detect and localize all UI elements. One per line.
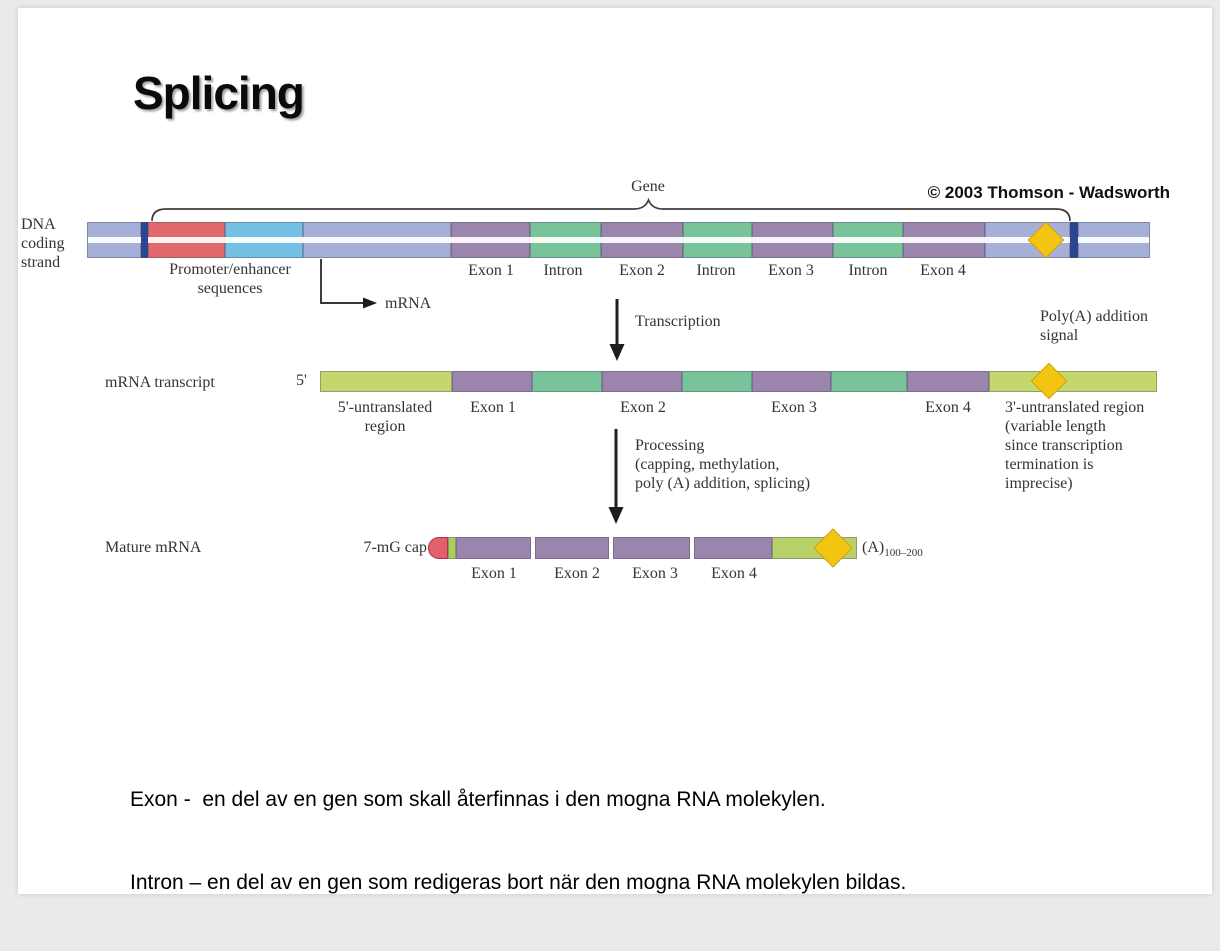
transcript-utr3-segment bbox=[989, 371, 1157, 392]
promoter-label: Promoter/enhancer sequences bbox=[169, 261, 291, 297]
five-prime-label: 5' bbox=[296, 372, 307, 389]
notes-text bbox=[130, 731, 906, 951]
transcript-exon3-label: Exon 3 bbox=[771, 399, 817, 416]
mature-exon2-label: Exon 2 bbox=[554, 565, 600, 582]
dna-strand-bar bbox=[87, 222, 1150, 258]
transcript-exon3-segment bbox=[752, 371, 831, 392]
transcript-intron3-segment bbox=[831, 371, 907, 392]
transcript-exon1-segment bbox=[452, 371, 532, 392]
mature-exon4-segment bbox=[694, 537, 772, 559]
mature-cap-icon bbox=[428, 537, 448, 559]
mature-exon4-label: Exon 4 bbox=[711, 565, 757, 582]
gene-label: Gene bbox=[631, 178, 665, 195]
mature-exon3-label: Exon 3 bbox=[632, 565, 678, 582]
utr3-label: 3'-untranslated region (variable length since transcription termination is imprecise) bbox=[1005, 399, 1145, 492]
transcript-intron2-segment bbox=[682, 371, 752, 392]
mrna-arrowhead-icon bbox=[363, 298, 377, 309]
dna-exon4-label: Exon 4 bbox=[920, 262, 966, 279]
polya-signal-label: Poly(A) addition signal bbox=[1040, 308, 1148, 344]
mrna-elbow-arrow bbox=[321, 259, 364, 303]
transcript-exon4-segment bbox=[907, 371, 989, 392]
dna-double-strand-gap bbox=[88, 237, 1149, 243]
mature-exon1-label: Exon 1 bbox=[471, 565, 517, 582]
copyright-text: © 2003 Thomson - Wadsworth bbox=[927, 183, 1170, 202]
mature-exon3-segment bbox=[613, 537, 690, 559]
mature-row-label: Mature mRNA bbox=[105, 539, 202, 556]
mature-exon1-segment bbox=[456, 537, 531, 559]
dna-exon1-label: Exon 1 bbox=[468, 262, 514, 279]
dna-end-boundary-bar-overlay bbox=[1070, 236, 1078, 244]
mrna-transcript-bar bbox=[320, 371, 1157, 392]
mrna-label: mRNA bbox=[385, 295, 432, 312]
mature-cap-green-sliver bbox=[448, 537, 456, 559]
transcript-exon2-segment bbox=[602, 371, 682, 392]
utr5-label: 5'-untranslated region bbox=[337, 399, 433, 435]
dna-exon2-label: Exon 2 bbox=[619, 262, 665, 279]
dna-intron1-label: Intron bbox=[543, 262, 583, 279]
polya-diamond-icon bbox=[813, 528, 853, 568]
dna-intron2-label: Intron bbox=[696, 262, 736, 279]
dna-strand-label: DNA coding strand bbox=[21, 216, 65, 271]
polya-tail-label: $(A)_{100-200}$ bbox=[862, 539, 923, 559]
mature-exon2-segment bbox=[535, 537, 609, 559]
transcription-arrowhead-icon bbox=[610, 344, 625, 361]
transcript-row-label: mRNA transcript bbox=[105, 374, 215, 391]
dna-intron3-label: Intron bbox=[848, 262, 888, 279]
transcript-intron1-segment bbox=[532, 371, 602, 392]
polya-diamond-icon bbox=[1031, 363, 1068, 400]
page-title: Splicing bbox=[133, 67, 304, 119]
cap-label: 7-mG cap bbox=[363, 539, 427, 556]
dna-exon3-label: Exon 3 bbox=[768, 262, 814, 279]
note-intron: Intron – en del av en gen som redigeras bort när den mogna RNA molekylen bildas. bbox=[130, 870, 907, 894]
dna-start-boundary-bar-overlay bbox=[141, 236, 148, 244]
transcript-exon2-label: Exon 2 bbox=[620, 399, 666, 416]
gene-brace bbox=[152, 200, 1070, 221]
transcript-utr5-segment bbox=[320, 371, 452, 392]
mature-mrna-bar bbox=[428, 537, 857, 559]
transcription-label: Transcription bbox=[635, 313, 721, 330]
processing-arrowhead-icon bbox=[609, 507, 624, 524]
transcript-exon4-label: Exon 4 bbox=[925, 399, 971, 416]
processing-label: Processing (capping, methylation, poly (A) addition, splicing) bbox=[635, 437, 811, 492]
transcript-exon1-label: Exon 1 bbox=[470, 399, 516, 416]
note-exon: Exon - en del av en gen som skall återfinnas i den mogna RNA molekylen. bbox=[130, 788, 826, 811]
